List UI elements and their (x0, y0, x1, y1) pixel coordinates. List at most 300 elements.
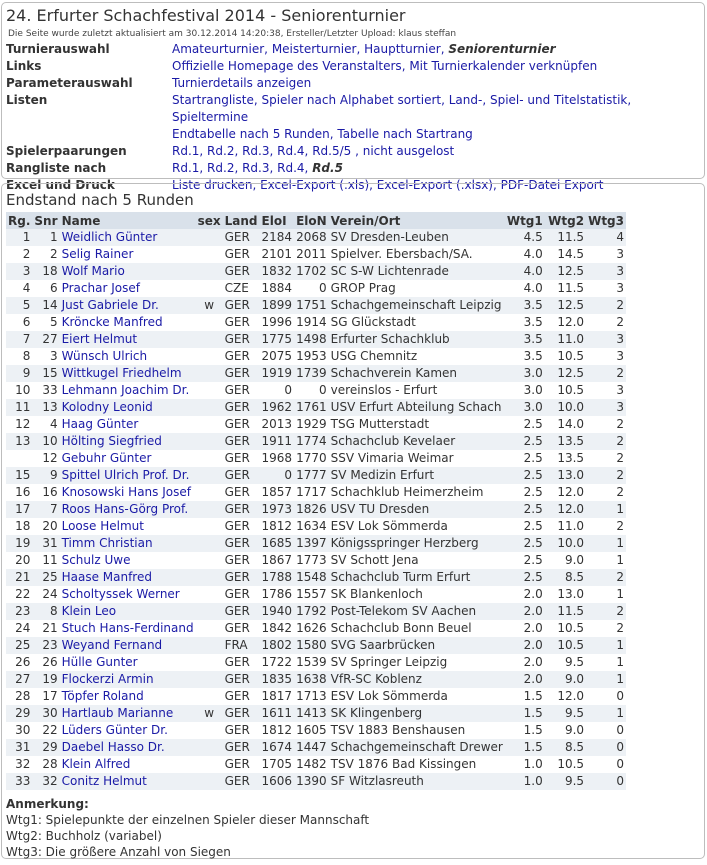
cell-eloi: 1812 (261, 723, 293, 737)
cell-eloi: 1685 (261, 536, 293, 550)
cell-elon: 1702 (294, 263, 329, 280)
link-alphabet[interactable]: Spieler nach Alphabet sortiert (261, 93, 442, 107)
cell-elon: 0 (294, 382, 329, 399)
link-tabelle-startrang[interactable]: Tabelle nach Startrang (337, 127, 473, 141)
col-header-wtg1: Wtg1 (506, 213, 543, 228)
cell-wtg1: 3.5 (505, 348, 545, 365)
table-row (6, 722, 626, 739)
cell-club: USG Chemnitz (329, 348, 505, 365)
cell-eloi: 1911 (261, 434, 293, 448)
cell-elon: 1413 (294, 705, 329, 722)
link-calendar[interactable]: Mit Turnierkalender verknüpfen (409, 59, 598, 73)
cell-land: GER (223, 688, 260, 705)
cell-wtg1: 3.5 (505, 297, 545, 314)
cell-land: GER (223, 756, 260, 773)
table-row (6, 688, 626, 705)
cell-wtg1: 2.5 (505, 535, 545, 552)
cell-player-name[interactable]: Klein Alfred (60, 756, 196, 773)
cell-snr: 24 (32, 586, 59, 603)
link-pairing-rd5[interactable]: Rd.5/5 (312, 144, 352, 158)
cell-eloi: 2075 (261, 349, 293, 363)
info-label: Parameterauswahl (6, 76, 133, 90)
cell-sex (196, 586, 223, 603)
cell-land: GER (223, 773, 260, 790)
cell-snr: 14 (32, 297, 59, 314)
cell-eloi: 1674 (261, 740, 293, 754)
cell-wtg3: 2 (586, 569, 626, 586)
link-print[interactable]: Liste drucken (172, 178, 253, 192)
cell-wtg1: 4.0 (505, 280, 545, 297)
cell-snr: 11 (32, 552, 59, 569)
cell-player-name[interactable]: Daebel Hasso Dr. (60, 739, 196, 756)
cell-wtg1: 4.0 (505, 263, 545, 280)
cell-wtg3: 2 (586, 450, 626, 467)
cell-player-name[interactable]: Stuch Hans-Ferdinand (61, 621, 194, 635)
standings-panel (1, 183, 705, 859)
cell-land: GER (223, 365, 260, 382)
cell-wtg1: 2.5 (505, 467, 545, 484)
cell-elon: 1792 (294, 603, 329, 620)
cell-land: GER (223, 416, 260, 433)
link-homepage[interactable]: Offizielle Homepage des Veranstalters (172, 59, 402, 73)
table-row (6, 518, 626, 535)
cell-club: ESV Lok Sömmerda (329, 688, 505, 705)
cell-sex (196, 535, 223, 552)
cell-player-name[interactable]: Kolodny Leonid (60, 399, 196, 416)
cell-rank: 9 (6, 365, 32, 382)
cell-wtg3: 1 (586, 637, 626, 654)
cell-elon: 1751 (294, 297, 329, 314)
cell-land: GER (223, 739, 260, 756)
cell-rank: 30 (6, 722, 32, 739)
col-header-sex: sex (197, 213, 221, 228)
note-line: Wtg2: Buchholz (variabel) (6, 829, 162, 843)
cell-elon: 1739 (294, 365, 329, 382)
cell-snr: 10 (32, 433, 59, 450)
cell-club: Schachgemeinschaft Drewer (330, 740, 503, 754)
cell-snr: 22 (32, 722, 59, 739)
cell-rank: 26 (6, 654, 32, 671)
cell-eloi: 1842 (261, 621, 293, 635)
link-endtabelle[interactable]: Endtabelle nach 5 Runden (172, 127, 330, 141)
cell-player-name[interactable]: Gebuhr Günter (60, 450, 196, 467)
cell-sex (196, 722, 223, 739)
cell-elon: 1539 (294, 654, 329, 671)
cell-rank: 29 (6, 705, 32, 722)
cell-player-name[interactable]: Weidlich Günter (60, 229, 196, 246)
cell-land: GER (223, 722, 260, 739)
cell-wtg3: 3 (586, 246, 626, 263)
cell-eloi: 1973 (261, 502, 293, 516)
cell-wtg2: 9.0 (545, 552, 586, 569)
cell-elon: 1914 (294, 314, 329, 331)
cell-elon: 1626 (294, 620, 329, 637)
link-tournament-details[interactable]: Turnierdetails anzeigen (172, 76, 312, 90)
cell-sex (196, 739, 223, 756)
table-row (6, 756, 626, 773)
cell-sex (196, 569, 223, 586)
cell-wtg1: 3.5 (505, 331, 545, 348)
cell-wtg2: 12.0 (545, 688, 586, 705)
cell-rank: 31 (6, 739, 32, 756)
cell-eloi: 1962 (261, 400, 293, 414)
table-row (6, 535, 626, 552)
cell-wtg3: 1 (586, 535, 626, 552)
cell-club: Schachclub Kevelaer (329, 433, 505, 450)
table-row (6, 280, 626, 297)
table-row (6, 433, 626, 450)
cell-wtg1: 1.0 (505, 756, 545, 773)
cell-elon: 1770 (294, 450, 329, 467)
cell-sex (196, 671, 223, 688)
cell-snr: 15 (32, 365, 59, 382)
cell-elon: 1761 (294, 399, 329, 416)
table-row (6, 637, 626, 654)
cell-wtg2: 12.0 (545, 314, 586, 331)
link-pairing-rd1[interactable]: Rd.1 (172, 144, 200, 158)
cell-eloi: 1899 (261, 298, 293, 312)
cell-wtg3: 0 (586, 773, 626, 790)
cell-player-name[interactable]: Loose Helmut (60, 518, 196, 535)
cell-land: GER (223, 501, 260, 518)
cell-player-name[interactable]: Selig Rainer (60, 246, 196, 263)
cell-player-name[interactable]: Lehmann Joachim Dr. (60, 382, 196, 399)
cell-club: Erfurter Schachklub (329, 331, 505, 348)
info-label: Excel und Druck (6, 178, 115, 192)
table-row (6, 501, 626, 518)
cell-eloi: 1788 (261, 570, 293, 584)
cell-elon: 1498 (294, 331, 329, 348)
cell-player-name[interactable]: Haase Manfred (60, 569, 196, 586)
cell-wtg2: 12.5 (545, 365, 586, 382)
link-pdf-export[interactable]: PDF-Datei Export (500, 178, 604, 192)
cell-wtg2: 13.5 (545, 433, 586, 450)
cell-eloi: 1817 (261, 689, 293, 703)
cell-sex: w (196, 705, 223, 722)
link-excel-xlsx[interactable]: Excel-Export (.xlsx) (376, 178, 493, 192)
cell-wtg2: 14.5 (545, 246, 586, 263)
cell-player-name[interactable]: Timm Christian (60, 535, 196, 552)
cell-club: GROP Prag (329, 280, 505, 297)
cell-rank: 32 (6, 756, 32, 773)
table-row (6, 314, 626, 331)
cell-elon: 1638 (294, 671, 329, 688)
cell-eloi: 1835 (261, 672, 293, 686)
info-row-excel: Excel und Druck Liste drucken, Excel-Export (.xls), Excel-Export (.xlsx), PDF-Datei Export (6, 178, 604, 192)
cell-club: Schachclub Turm Erfurt (329, 569, 505, 586)
table-row (6, 450, 626, 467)
cell-snr: 3 (32, 348, 59, 365)
table-row (6, 484, 626, 501)
cell-wtg2: 12.5 (545, 263, 586, 280)
cell-land: GER (223, 552, 260, 569)
cell-wtg3: 1 (586, 586, 626, 603)
cell-elon: 1777 (294, 467, 329, 484)
cell-snr: 8 (32, 603, 59, 620)
cell-land: GER (223, 263, 260, 280)
cell-elon: 0 (294, 280, 329, 297)
link-statistik[interactable]: Land-, Spiel- und Titelstatistik (448, 93, 628, 107)
col-header-rank: Rg. (8, 213, 31, 228)
cell-wtg1: 2.0 (505, 654, 545, 671)
cell-club: SC S-W Lichtenrade (329, 263, 505, 280)
cell-eloi: 1786 (261, 587, 293, 601)
cell-wtg3: 3 (586, 348, 626, 365)
link-ranking-rd2[interactable]: Rd.2 (207, 161, 235, 175)
cell-wtg1: 3.0 (505, 399, 545, 416)
cell-wtg1: 1.5 (505, 739, 545, 756)
info-label: Rangliste nach (6, 161, 107, 175)
table-row (6, 705, 626, 722)
cell-eloi: 1611 (261, 706, 293, 720)
cell-eloi: 1812 (261, 519, 293, 533)
notes-head: Anmerkung: (6, 797, 89, 811)
cell-wtg2: 9.0 (545, 671, 586, 688)
cell-wtg1: 2.5 (505, 416, 545, 433)
cell-club: SV Medizin Erfurt (329, 467, 505, 484)
cell-club: SK Klingenberg (329, 705, 505, 722)
cell-snr: 1 (32, 229, 59, 246)
cell-player-name[interactable]: Knosowski Hans Josef (60, 484, 196, 501)
standings-title: Endstand nach 5 Runden (6, 191, 194, 209)
cell-wtg3: 4 (586, 229, 626, 246)
cell-wtg2: 13.0 (545, 467, 586, 484)
cell-elon: 2068 (294, 229, 329, 246)
cell-wtg2: 10.5 (545, 348, 586, 365)
cell-snr: 21 (32, 620, 59, 637)
link-ranking-rd1[interactable]: Rd.1 (172, 161, 200, 175)
cell-sex (196, 773, 223, 790)
cell-land: GER (223, 433, 260, 450)
cell-player-name[interactable]: Wittkugel Friedhelm (60, 365, 196, 382)
cell-snr: 17 (32, 688, 59, 705)
link-pairing-rd3[interactable]: Rd.3 (242, 144, 270, 158)
cell-wtg3: 0 (586, 688, 626, 705)
cell-elon: 1774 (294, 433, 329, 450)
table-row (6, 297, 626, 314)
cell-wtg3: 0 (586, 722, 626, 739)
cell-rank: 20 (6, 552, 32, 569)
cell-wtg2: 10.5 (545, 620, 586, 637)
cell-club: vereinslos - Erfurt (329, 382, 505, 399)
cell-land: GER (223, 229, 260, 246)
cell-player-name[interactable]: Töpfer Roland (60, 688, 196, 705)
tournament-info-panel (1, 2, 705, 192)
cell-player-name[interactable]: Klein Leo (60, 603, 196, 620)
cell-rank: 10 (6, 382, 32, 399)
cell-snr: 6 (32, 280, 59, 297)
cell-land: GER (223, 467, 260, 484)
cell-wtg2: 12.0 (545, 501, 586, 518)
link-ranking-rd4[interactable]: Rd.4 (277, 161, 305, 175)
cell-sex (196, 365, 223, 382)
cell-player-name[interactable]: Schulz Uwe (60, 552, 196, 569)
info-row-paarungen: Spielerpaarungen Rd.1, Rd.2, Rd.3, Rd.4, Rd.5/5 , nicht ausgelost (6, 144, 455, 158)
link-startrangliste[interactable]: Startrangliste (172, 93, 254, 107)
cell-sex (196, 314, 223, 331)
link-ranking-rd3[interactable]: Rd.3 (242, 161, 270, 175)
cell-eloi: 2013 (261, 417, 293, 431)
cell-land: GER (223, 671, 260, 688)
table-row (6, 586, 626, 603)
table-header-row (6, 212, 626, 229)
cell-elon: 2011 (294, 246, 329, 263)
info-row-links: Links Offizielle Homepage des Veranstalters, Mit Turnierkalender verknüpfen (6, 59, 598, 73)
cell-land: GER (223, 569, 260, 586)
cell-wtg2: 14.0 (545, 416, 586, 433)
cell-club: USV TU Dresden (329, 501, 505, 518)
cell-snr: 29 (32, 739, 59, 756)
cell-player-name[interactable]: Scholtyssek Werner (60, 586, 196, 603)
link-spieltermine[interactable]: Spieltermine (172, 110, 249, 124)
link-amateurturnier[interactable]: Amateurturnier (172, 42, 265, 56)
link-pairing-rd4[interactable]: Rd.4 (277, 144, 305, 158)
cell-rank: 21 (6, 569, 32, 586)
col-header-land: Land (224, 213, 258, 228)
info-row-listen: Listen Startrangliste, Spieler nach Alphabet sortiert, Land-, Spiel- und Titelstatistik, Spieltermine Endtabelle nach 5 Runden, Tabelle nach Startrang (6, 93, 632, 141)
cell-wtg3: 3 (586, 280, 626, 297)
cell-elon: 1605 (294, 722, 329, 739)
info-label: Turnierauswahl (6, 42, 110, 56)
cell-sex (196, 620, 223, 637)
cell-wtg1: 1.5 (505, 722, 545, 739)
cell-elon: 1557 (294, 586, 329, 603)
info-label: Spielerpaarungen (6, 144, 127, 158)
cell-land: GER (223, 399, 260, 416)
cell-wtg1: 2.0 (505, 586, 545, 603)
cell-wtg2: 10.5 (545, 756, 586, 773)
cell-snr: 28 (32, 756, 59, 773)
cell-rank: 17 (6, 501, 32, 518)
cell-player-name[interactable]: Hülle Gunter (60, 654, 196, 671)
cell-club: Post-Telekom SV Aachen (329, 603, 505, 620)
cell-elon: 1580 (294, 637, 329, 654)
cell-player-name[interactable]: Hölting Siegfried (60, 433, 196, 450)
cell-wtg2: 11.0 (545, 518, 586, 535)
tournament-select-links: Amateurturnier, Meisterturnier, Hauptturnier, Seniorenturnier (172, 42, 556, 56)
link-meisterturnier[interactable]: Meisterturnier (271, 42, 357, 56)
cell-sex (196, 246, 223, 263)
cell-snr: 33 (32, 382, 59, 399)
cell-club: SF Witzlasreuth (329, 773, 505, 790)
link-pairing-rd2[interactable]: Rd.2 (207, 144, 235, 158)
cell-snr: 31 (32, 535, 59, 552)
table-row (6, 620, 626, 637)
cell-player-name[interactable]: Roos Hans-Görg Prof. (60, 501, 196, 518)
cell-eloi: 1940 (261, 604, 293, 618)
cell-wtg2: 12.0 (545, 484, 586, 501)
cell-player-name[interactable]: Kröncke Manfred (60, 314, 196, 331)
cell-player-name[interactable]: Eiert Helmut (60, 331, 196, 348)
cell-player-name[interactable]: Lüders Günter Dr. (60, 722, 196, 739)
cell-sex (196, 348, 223, 365)
cell-rank: 11 (6, 399, 32, 416)
cell-player-name[interactable]: Haag Günter (60, 416, 196, 433)
cell-rank: 7 (6, 331, 32, 348)
cell-eloi: 0 (260, 467, 295, 484)
link-pairing-not-drawn[interactable]: nicht ausgelost (362, 144, 455, 158)
cell-player-name[interactable]: Conitz Helmut (60, 773, 196, 790)
cell-eloi: 2184 (261, 230, 293, 244)
cell-wtg3: 1 (586, 552, 626, 569)
cell-wtg1: 2.5 (505, 501, 545, 518)
cell-eloi: 1705 (261, 757, 293, 771)
cell-rank: 27 (6, 671, 32, 688)
cell-player-name[interactable]: Prachar Josef (60, 280, 196, 297)
cell-wtg3: 2 (586, 518, 626, 535)
cell-player-name[interactable]: Wolf Mario (60, 263, 196, 280)
cell-elon: 1929 (294, 416, 329, 433)
cell-sex: w (196, 297, 223, 314)
notes (6, 796, 700, 860)
cell-elon: 1713 (294, 688, 329, 705)
cell-club: SV Dresden-Leuben (329, 229, 505, 246)
cell-rank: 6 (6, 314, 32, 331)
cell-wtg3: 2 (586, 433, 626, 450)
cell-sex (196, 756, 223, 773)
cell-player-name[interactable]: Weyand Fernand (60, 637, 196, 654)
cell-wtg3: 3 (586, 263, 626, 280)
cell-wtg2: 10.5 (545, 382, 586, 399)
cell-club: Schachclub Bonn Beuel (329, 620, 505, 637)
table-row (6, 671, 626, 688)
cell-club: SV Schott Jena (329, 552, 505, 569)
cell-wtg3: 2 (586, 365, 626, 382)
cell-rank: 33 (6, 773, 32, 790)
cell-player-name[interactable]: Wünsch Ulrich (60, 348, 196, 365)
table-row (6, 263, 626, 280)
cell-sex (196, 382, 223, 399)
cell-eloi: 1606 (261, 774, 293, 788)
link-hauptturnier[interactable]: Hauptturnier (364, 42, 441, 56)
cell-sex (196, 501, 223, 518)
cell-rank: 12 (6, 416, 32, 433)
link-excel-xls[interactable]: Excel-Export (.xls) (260, 178, 370, 192)
cell-wtg2: 10.0 (545, 535, 586, 552)
cell-eloi: 1857 (261, 485, 293, 499)
cell-wtg2: 9.5 (545, 773, 586, 790)
cell-player-name[interactable]: Just Gabriele Dr. (60, 297, 196, 314)
cell-wtg3: 0 (586, 756, 626, 773)
cell-wtg2: 13.5 (545, 450, 586, 467)
cell-club: Schachklub Heimerzheim (329, 484, 505, 501)
table-row (6, 773, 626, 790)
cell-rank: 3 (6, 263, 32, 280)
cell-club: Schachverein Kamen (329, 365, 505, 382)
cell-eloi: 1884 (261, 281, 293, 295)
cell-player-name[interactable]: Hartlaub Marianne (60, 705, 196, 722)
cell-club: TSV 1876 Bad Kissingen (329, 756, 505, 773)
note-line: Wtg1: Spielepunkte der einzelnen Spieler dieser Mannschaft (6, 813, 370, 827)
cell-wtg3: 0 (586, 739, 626, 756)
cell-land: GER (223, 382, 260, 399)
cell-player-name[interactable]: Spittel Ulrich Prof. Dr. (60, 467, 196, 484)
cell-eloi: 1775 (261, 332, 293, 346)
info-row-turnierauswahl (6, 41, 700, 58)
cell-player-name[interactable]: Flockerzi Armin (60, 671, 196, 688)
cell-eloi: 1996 (261, 315, 293, 329)
cell-elon: 1447 (294, 739, 329, 756)
cell-rank: 2 (6, 246, 32, 263)
cell-wtg2: 10.0 (545, 399, 586, 416)
current-tournament: Seniorenturnier (448, 42, 556, 56)
cell-snr: 18 (32, 263, 59, 280)
cell-sex (196, 416, 223, 433)
cell-club: TSV 1883 Benshausen (329, 722, 505, 739)
cell-wtg2: 11.0 (545, 331, 586, 348)
cell-wtg2: 11.5 (545, 603, 586, 620)
table-row (6, 382, 626, 399)
